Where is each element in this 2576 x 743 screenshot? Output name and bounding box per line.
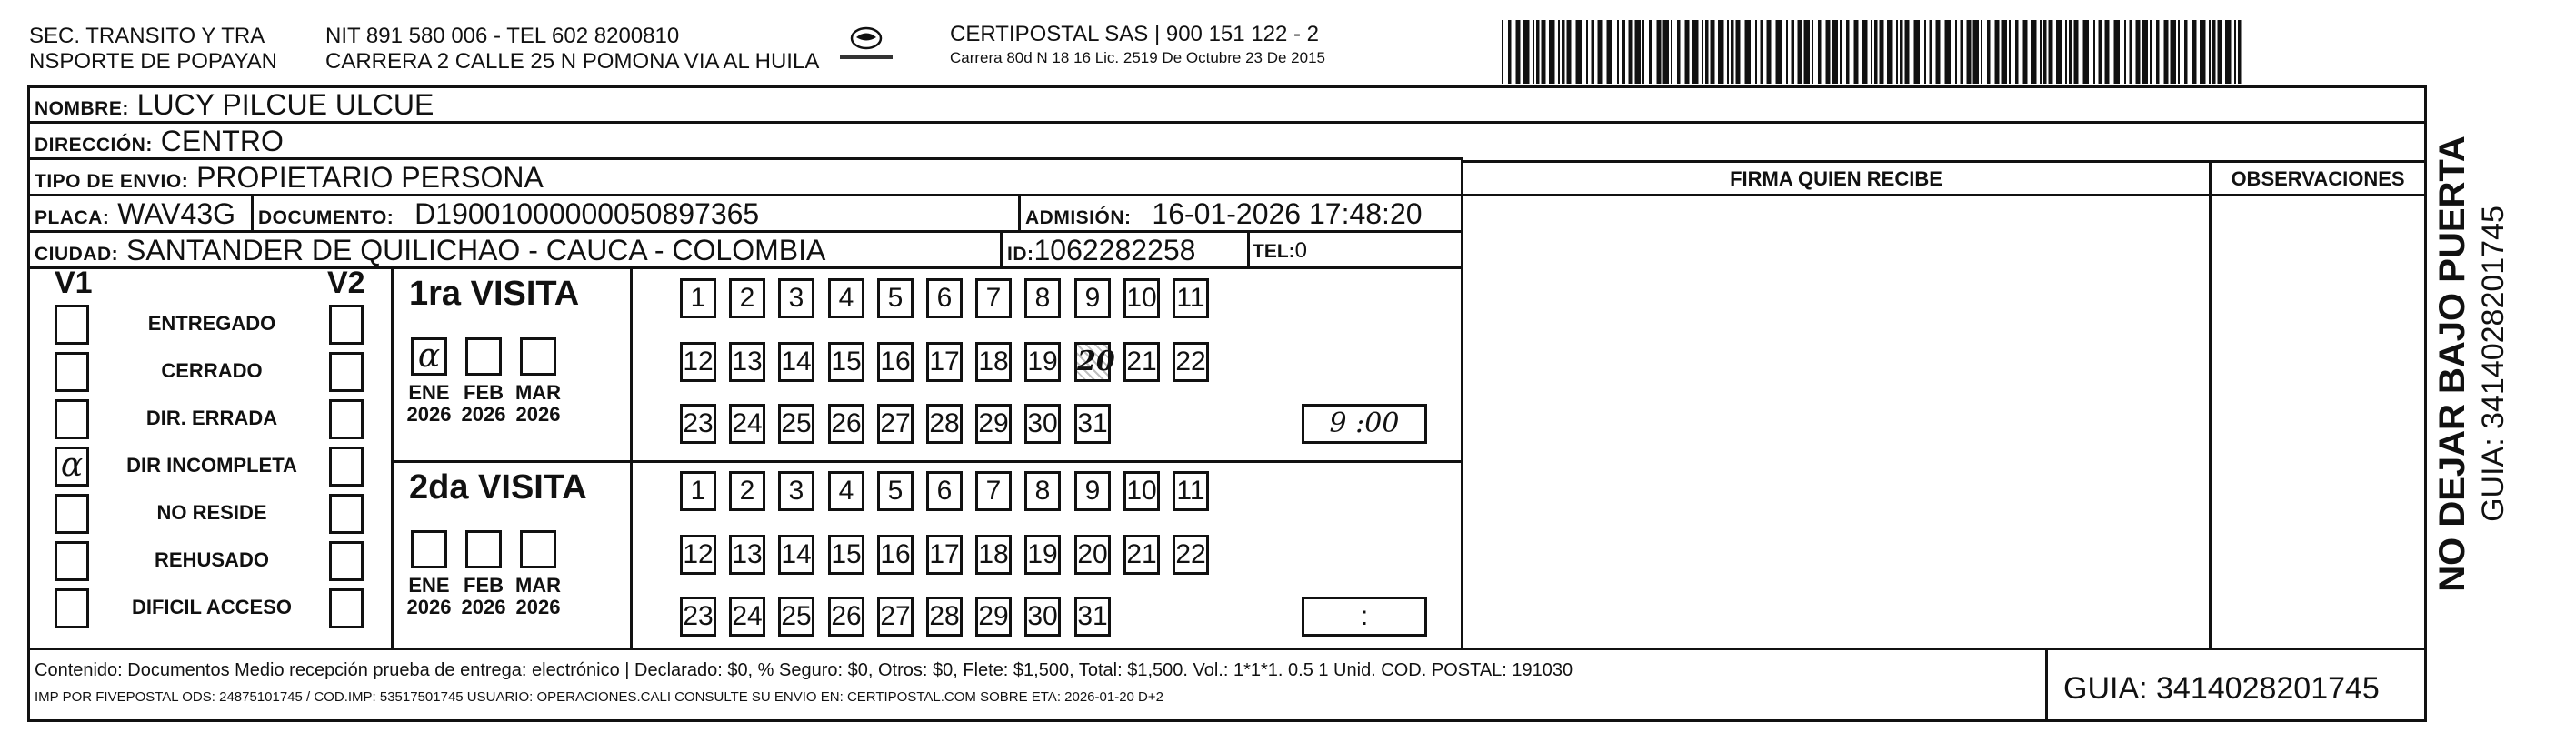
barcode-bar bbox=[1818, 20, 1822, 84]
barcode-bar bbox=[1718, 20, 1724, 84]
barcode-bar bbox=[1549, 20, 1555, 84]
visit1-day-box[interactable]: 2 bbox=[729, 278, 765, 318]
id-value: 1062282258 bbox=[1033, 234, 1196, 266]
divider bbox=[1000, 230, 1003, 266]
barcode-bar bbox=[1786, 20, 1788, 84]
barcode-bar bbox=[2105, 20, 2110, 84]
barcode-bar bbox=[2209, 20, 2211, 84]
visit2-day-box[interactable]: 23 bbox=[680, 597, 716, 637]
barcode-bar bbox=[2074, 20, 2079, 84]
status-label: REHUSADO bbox=[155, 548, 269, 571]
barcode-bar bbox=[1826, 20, 1831, 84]
barcode-bar bbox=[1995, 20, 2000, 84]
barcode-bar bbox=[1542, 20, 1546, 84]
visit2-day-box[interactable]: 27 bbox=[877, 597, 914, 637]
status-label: ENTREGADO bbox=[147, 312, 276, 335]
barcode-bar bbox=[2065, 20, 2067, 84]
side-guia: GUIA: 3414028201745 bbox=[2476, 206, 2511, 522]
barcode-bar bbox=[2164, 20, 2169, 84]
documento-label: DOCUMENTO: bbox=[258, 207, 394, 228]
visit1-month-year: 2026 bbox=[461, 403, 506, 426]
visit2-month-year: 2026 bbox=[515, 596, 561, 618]
tel-field bbox=[1253, 238, 1307, 264]
visit1-day-box[interactable]: 8 bbox=[1024, 278, 1061, 318]
nombre-label: NOMBRE: bbox=[35, 98, 129, 119]
visit2-day-box[interactable]: 14 bbox=[778, 535, 814, 575]
barcode-bar bbox=[1987, 20, 1991, 84]
barcode-bar bbox=[1663, 20, 1670, 84]
address-line: CARRERA 2 CALLE 25 N POMONA VIA AL HUILA bbox=[325, 49, 820, 74]
status-v2-checkbox[interactable] bbox=[329, 352, 364, 392]
documento-value: D19001000000050897365 bbox=[414, 197, 760, 230]
visit2-day-box[interactable]: 2 bbox=[729, 471, 765, 511]
divider bbox=[1463, 160, 2427, 163]
visit1-day-box[interactable]: 3 bbox=[778, 278, 814, 318]
admision-value: 16-01-2026 17:48:20 bbox=[1152, 197, 1423, 230]
barcode-bar bbox=[1745, 20, 1752, 84]
visit1-day-box[interactable]: 24 bbox=[729, 404, 765, 444]
visit2-month-name: MAR bbox=[514, 574, 562, 597]
visit1-day-box[interactable]: 4 bbox=[828, 278, 864, 318]
barcode-bar bbox=[2218, 20, 2222, 84]
signature-area[interactable] bbox=[1465, 196, 2207, 646]
barcode-bar bbox=[1798, 20, 1802, 84]
visit1-time-box[interactable]: 9 :00 bbox=[1302, 404, 1427, 444]
visit2-day-box[interactable]: 13 bbox=[729, 535, 765, 575]
visit2-day-box[interactable]: 7 bbox=[975, 471, 1012, 511]
admision-field bbox=[1025, 197, 1423, 235]
visit1-day-box[interactable]: 15 bbox=[828, 342, 864, 382]
direccion-value: CENTRO bbox=[160, 125, 284, 157]
placa-label: PLACA: bbox=[35, 207, 110, 228]
visit2-month-year: 2026 bbox=[461, 596, 506, 618]
visit2-month-name: FEB bbox=[464, 574, 504, 597]
barcode-bar bbox=[1955, 20, 1957, 84]
visit1-day-box[interactable]: 19 bbox=[1024, 342, 1061, 382]
visit2-day-box[interactable]: 3 bbox=[778, 471, 814, 511]
barcode-bar bbox=[2049, 20, 2053, 84]
tel-value: 0 bbox=[1294, 238, 1308, 263]
barcode-bar bbox=[2171, 20, 2177, 84]
status-label: CERRADO bbox=[161, 359, 263, 382]
id-label: ID: bbox=[1007, 244, 1034, 265]
status-v1-checkbox[interactable] bbox=[55, 305, 89, 345]
v1-header: V1 bbox=[55, 266, 93, 300]
status-v1-checkbox[interactable] bbox=[55, 494, 89, 534]
placa-value: WAV43G bbox=[117, 197, 236, 230]
barcode-bar bbox=[1671, 20, 1672, 84]
visit2-day-box[interactable]: 28 bbox=[926, 597, 963, 637]
barcode-bar bbox=[1635, 20, 1642, 84]
visit2-day-box[interactable]: 29 bbox=[975, 597, 1012, 637]
barcode-bar bbox=[1642, 20, 1644, 84]
barcode-bar bbox=[1502, 20, 1503, 84]
visit2-day-box[interactable]: 12 bbox=[680, 535, 716, 575]
barcode-bar bbox=[2178, 20, 2180, 84]
barcode-bar bbox=[1536, 20, 1540, 84]
ciudad-label: CIUDAD: bbox=[35, 244, 119, 265]
barcode-bar bbox=[1967, 20, 1972, 84]
barcode-bar bbox=[1558, 20, 1560, 84]
barcode-bar bbox=[1523, 20, 1530, 84]
barcode-bar bbox=[1516, 20, 1521, 84]
visit1-day-box[interactable]: 26 bbox=[828, 404, 864, 444]
visit1-day-box[interactable]: 16 bbox=[877, 342, 914, 382]
barcode-bar bbox=[2184, 20, 2188, 84]
visit2-month-checkbox[interactable] bbox=[411, 530, 447, 568]
visit1-month-year: 2026 bbox=[406, 403, 452, 426]
barcode-bar bbox=[1736, 20, 1741, 84]
visit1-month-label bbox=[402, 382, 456, 426]
courier-name: CERTIPOSTAL SAS | 900 151 122 - 2 bbox=[950, 22, 1319, 46]
imp-line: IMP POR FIVEPOSTAL ODS: 24875101745 / COD.IMP: 53517501745 USUARIO: OPERACIONES.CALI CONSULTE SU ENVIO EN: CERTIPOSTAL.COM SOBRE ETA: 2026-01-20 D+2 bbox=[35, 689, 1163, 705]
side-text bbox=[2431, 91, 2517, 637]
visit2-day-box[interactable]: 10 bbox=[1123, 471, 1160, 511]
direccion-label: DIRECCIÓN: bbox=[35, 135, 153, 156]
visit2-day-box[interactable]: 25 bbox=[778, 597, 814, 637]
barcode-bar bbox=[1711, 20, 1715, 84]
barcode-bar bbox=[2015, 20, 2019, 84]
status-v1-checkbox[interactable]: α bbox=[55, 447, 89, 487]
barcode-bar bbox=[2083, 20, 2090, 84]
visit2-time-box[interactable]: : bbox=[1302, 597, 1427, 637]
barcode-bar bbox=[1607, 20, 1613, 84]
nombre-value: LUCY PILCUE ULCUE bbox=[136, 88, 434, 121]
visit1-day-box[interactable]: 9 bbox=[1074, 278, 1111, 318]
v2-header: V2 bbox=[327, 266, 365, 300]
visit2-month-year: 2026 bbox=[406, 596, 452, 618]
visit1-month-name: ENE bbox=[408, 381, 450, 404]
divider bbox=[630, 266, 633, 648]
nit-line: NIT 891 580 006 - TEL 602 8200810 bbox=[325, 24, 680, 48]
barcode-bar bbox=[1702, 20, 1703, 84]
visit1-day-box[interactable]: 25 bbox=[778, 404, 814, 444]
barcode-bar bbox=[2238, 20, 2242, 84]
barcode-bar bbox=[1874, 20, 1878, 84]
barcode-bar bbox=[1592, 20, 1595, 84]
visit1-day-box[interactable]: 12 bbox=[680, 342, 716, 382]
visit1-month-checkbox[interactable] bbox=[520, 337, 556, 376]
visit1-day-box[interactable]: 28 bbox=[926, 404, 963, 444]
barcode-bar bbox=[1854, 20, 1859, 84]
visit2-day-box[interactable]: 22 bbox=[1173, 535, 1209, 575]
tipo-envio-value: PROPIETARIO PERSONA bbox=[196, 161, 544, 194]
visit1-month-name: FEB bbox=[464, 381, 504, 404]
visit1-day-box[interactable]: 1 bbox=[680, 278, 716, 318]
status-v2-checkbox[interactable] bbox=[329, 494, 364, 534]
visit1-day-box[interactable]: 30 bbox=[1024, 404, 1061, 444]
visit1-month-label bbox=[456, 382, 511, 426]
visit1-day-box[interactable]: 20 bbox=[1074, 342, 1111, 382]
visit2-day-box[interactable]: 11 bbox=[1173, 471, 1209, 511]
visit2-month-checkbox[interactable] bbox=[465, 530, 502, 568]
barcode-bar bbox=[2225, 20, 2232, 84]
placa-field bbox=[35, 197, 235, 235]
barcode-bar bbox=[1761, 20, 1764, 84]
barcode-bar bbox=[2136, 20, 2141, 84]
status-v1-checkbox[interactable] bbox=[55, 541, 89, 581]
issuer-line-1: SEC. TRANSITO Y TRA bbox=[29, 24, 265, 48]
barcode-bar bbox=[2023, 20, 2028, 84]
barcode-bar bbox=[2142, 20, 2149, 84]
barcode-bar bbox=[2056, 20, 2062, 84]
status-v2-checkbox[interactable] bbox=[329, 541, 364, 581]
visit2-day-box[interactable]: 15 bbox=[828, 535, 864, 575]
status-v2-checkbox[interactable] bbox=[329, 399, 364, 439]
visit1-day-box[interactable]: 17 bbox=[926, 342, 963, 382]
divider bbox=[27, 648, 2427, 650]
barcode-bar bbox=[2009, 20, 2011, 84]
status-label: DIR. ERRADA bbox=[145, 407, 278, 429]
observations-area[interactable] bbox=[2213, 196, 2422, 646]
barcode-bar bbox=[1533, 20, 1534, 84]
divider bbox=[2424, 85, 2427, 722]
visit1-title: 1ra VISITA bbox=[409, 275, 580, 313]
visit1-day-box[interactable]: 13 bbox=[729, 342, 765, 382]
status-v1-checkbox[interactable] bbox=[55, 588, 89, 628]
visit1-day-box[interactable]: 21 bbox=[1123, 342, 1160, 382]
barcode-bar bbox=[2192, 20, 2197, 84]
visit2-month-label bbox=[511, 575, 565, 618]
courier-address: Carrera 80d N 18 16 Lic. 2519 De Octubre 23 De 2015 bbox=[950, 49, 1325, 66]
visit2-day-box[interactable]: 20 bbox=[1074, 535, 1111, 575]
barcode-bar bbox=[2043, 20, 2047, 84]
barcode-bar bbox=[2124, 20, 2126, 84]
barcode bbox=[1502, 20, 2243, 84]
visit2-day-box[interactable]: 6 bbox=[926, 471, 963, 511]
visit2-day-box[interactable]: 24 bbox=[729, 597, 765, 637]
barcode-bar bbox=[1905, 20, 1910, 84]
barcode-bar bbox=[1945, 20, 1952, 84]
barcode-bar bbox=[1832, 20, 1839, 84]
barcode-bar bbox=[1961, 20, 1964, 84]
visit2-day-box[interactable]: 21 bbox=[1123, 535, 1160, 575]
visit1-month-year: 2026 bbox=[515, 403, 561, 426]
observaciones-header: OBSERVACIONES bbox=[2231, 167, 2405, 190]
visit2-day-box[interactable]: 4 bbox=[828, 471, 864, 511]
visit1-day-box[interactable]: 23 bbox=[680, 404, 716, 444]
visit2-day-box[interactable]: 5 bbox=[877, 471, 914, 511]
barcode-bar bbox=[1731, 20, 1734, 84]
status-label: NO RESIDE bbox=[156, 501, 267, 524]
barcode-bar bbox=[1804, 20, 1811, 84]
divider bbox=[391, 460, 1463, 463]
barcode-bar bbox=[2093, 20, 2095, 84]
visit1-day-box[interactable]: 5 bbox=[877, 278, 914, 318]
status-label: DIFICIL ACCESO bbox=[131, 596, 292, 618]
barcode-bar bbox=[1685, 20, 1690, 84]
barcode-bar bbox=[2114, 20, 2121, 84]
visit2-month-name: ENE bbox=[408, 574, 450, 597]
divider bbox=[1461, 160, 1463, 648]
visit2-day-box[interactable]: 16 bbox=[877, 535, 914, 575]
barcode-bar bbox=[2156, 20, 2160, 84]
barcode-bar bbox=[2234, 20, 2236, 84]
visit1-day-box[interactable]: 10 bbox=[1123, 278, 1160, 318]
divider bbox=[1018, 194, 1021, 230]
ciudad-value: SANTANDER DE QUILICHAO - CAUCA - COLOMBIA bbox=[126, 234, 826, 266]
visit2-month-checkbox[interactable] bbox=[520, 530, 556, 568]
barcode-bar bbox=[1767, 20, 1772, 84]
barcode-bar bbox=[2200, 20, 2206, 84]
visit1-month-checkbox[interactable]: α bbox=[411, 337, 447, 376]
barcode-bar bbox=[1677, 20, 1681, 84]
barcode-bar bbox=[1755, 20, 1757, 84]
visit1-day-box[interactable]: 11 bbox=[1173, 278, 1209, 318]
barcode-bar bbox=[1871, 20, 1872, 84]
visit2-month-label bbox=[456, 575, 511, 618]
barcode-bar bbox=[1896, 20, 1898, 84]
no-dejar-bajo-puerta: NO DEJAR BAJO PUERTA bbox=[2432, 136, 2472, 592]
status-v2-checkbox[interactable] bbox=[329, 305, 364, 345]
barcode-bar bbox=[1930, 20, 1933, 84]
barcode-bar bbox=[2040, 20, 2042, 84]
barcode-bar bbox=[1657, 20, 1662, 84]
barcode-bar bbox=[1649, 20, 1652, 84]
divider bbox=[251, 194, 254, 230]
issuer-contact bbox=[325, 24, 819, 75]
barcode-bar bbox=[1936, 20, 1941, 84]
visit2-day-box[interactable]: 31 bbox=[1074, 597, 1111, 637]
visit1-day-box[interactable]: 22 bbox=[1173, 342, 1209, 382]
divider bbox=[1247, 230, 1250, 266]
barcode-bar bbox=[2002, 20, 2008, 84]
courier-info bbox=[950, 22, 1325, 69]
visit2-day-box[interactable]: 8 bbox=[1024, 471, 1061, 511]
visit2-day-box[interactable]: 18 bbox=[975, 535, 1012, 575]
barcode-bar bbox=[1622, 20, 1626, 84]
barcode-bar bbox=[1973, 20, 1980, 84]
nombre-field bbox=[35, 88, 434, 126]
barcode-bar bbox=[1508, 20, 1512, 84]
divider bbox=[2209, 160, 2212, 648]
visit1-day-box[interactable]: 18 bbox=[975, 342, 1012, 382]
visit2-day-box[interactable]: 17 bbox=[926, 535, 963, 575]
barcode-bar bbox=[1900, 20, 1903, 84]
tel-label: TEL: bbox=[1253, 241, 1295, 262]
visit1-day-box[interactable]: 31 bbox=[1074, 404, 1111, 444]
status-v2-checkbox[interactable] bbox=[329, 588, 364, 628]
visit1-day-box[interactable]: 6 bbox=[926, 278, 963, 318]
barcode-bar bbox=[1924, 20, 1926, 84]
barcode-bar bbox=[1862, 20, 1868, 84]
barcode-bar bbox=[1567, 20, 1572, 84]
barcode-bar bbox=[1812, 20, 1813, 84]
barcode-bar bbox=[2031, 20, 2037, 84]
issuer-line-2: NSPORTE DE POPAYAN bbox=[29, 49, 277, 74]
visit2-title: 2da VISITA bbox=[409, 468, 587, 507]
visit2-month-label bbox=[402, 575, 456, 618]
barcode-bar bbox=[2099, 20, 2102, 84]
visit1-day-box[interactable]: 7 bbox=[975, 278, 1012, 318]
visit1-month-name: MAR bbox=[514, 381, 562, 404]
visit1-month-label bbox=[511, 382, 565, 426]
id-field bbox=[1007, 234, 1195, 271]
footer-guia: GUIA: 3414028201745 bbox=[2063, 671, 2380, 706]
status-v2-checkbox[interactable] bbox=[329, 447, 364, 487]
barcode-bar bbox=[1598, 20, 1603, 84]
visit2-day-box[interactable]: 30 bbox=[1024, 597, 1061, 637]
barcode-bar bbox=[1727, 20, 1729, 84]
visit1-month-checkbox[interactable] bbox=[465, 337, 502, 376]
barcode-bar bbox=[1692, 20, 1699, 84]
issuer-name bbox=[29, 24, 277, 75]
barcode-bar bbox=[1629, 20, 1633, 84]
barcode-bar bbox=[1981, 20, 1982, 84]
barcode-bar bbox=[1705, 20, 1709, 84]
status-v1-checkbox[interactable] bbox=[55, 399, 89, 439]
barcode-bar bbox=[1776, 20, 1782, 84]
barcode-bar bbox=[1617, 20, 1619, 84]
status-v1-checkbox[interactable] bbox=[55, 352, 89, 392]
documento-field bbox=[258, 197, 759, 235]
barcode-bar bbox=[1576, 20, 1583, 84]
barcode-bar bbox=[1840, 20, 1842, 84]
barcode-bar bbox=[2069, 20, 2072, 84]
divider bbox=[391, 266, 394, 648]
visit2-day-box[interactable]: 19 bbox=[1024, 535, 1061, 575]
divider bbox=[2045, 648, 2048, 722]
barcode-bar bbox=[2150, 20, 2152, 84]
barcode-bar bbox=[1887, 20, 1893, 84]
visit2-day-box[interactable]: 9 bbox=[1074, 471, 1111, 511]
visit1-day-box[interactable]: 27 bbox=[877, 404, 914, 444]
visit2-day-box[interactable]: 26 bbox=[828, 597, 864, 637]
firma-header: FIRMA QUIEN RECIBE bbox=[1730, 167, 1942, 190]
barcode-bar bbox=[1562, 20, 1565, 84]
barcode-bar bbox=[1914, 20, 1921, 84]
barcode-bar bbox=[1846, 20, 1850, 84]
courier-logo-icon bbox=[836, 22, 896, 67]
barcode-bar bbox=[2130, 20, 2133, 84]
tipo-envio-label: TIPO DE ENVIO: bbox=[35, 171, 189, 192]
tipo-envio-field bbox=[35, 161, 544, 198]
barcode-bar bbox=[2212, 20, 2216, 84]
ciudad-field bbox=[35, 234, 825, 271]
visit2-day-box[interactable]: 1 bbox=[680, 471, 716, 511]
contenido-line: Contenido: Documentos Medio recepción prueba de entrega: electrónico | Declarado: $0, % Seguro: $0, Otros: $0, Flete: $1,500, Total: $1,500. Vol.: 1*1*1. 0.5 1 Unid. COD. POSTAL: 191030 bbox=[35, 660, 1573, 680]
barcode-bar bbox=[1880, 20, 1884, 84]
visit1-day-box[interactable]: 14 bbox=[778, 342, 814, 382]
status-label: DIR INCOMPLETA bbox=[126, 454, 297, 477]
barcode-bar bbox=[1792, 20, 1795, 84]
barcode-bar bbox=[1586, 20, 1588, 84]
visit1-day-box[interactable]: 29 bbox=[975, 404, 1012, 444]
direccion-field bbox=[35, 125, 284, 162]
admision-label: ADMISIÓN: bbox=[1025, 207, 1132, 228]
